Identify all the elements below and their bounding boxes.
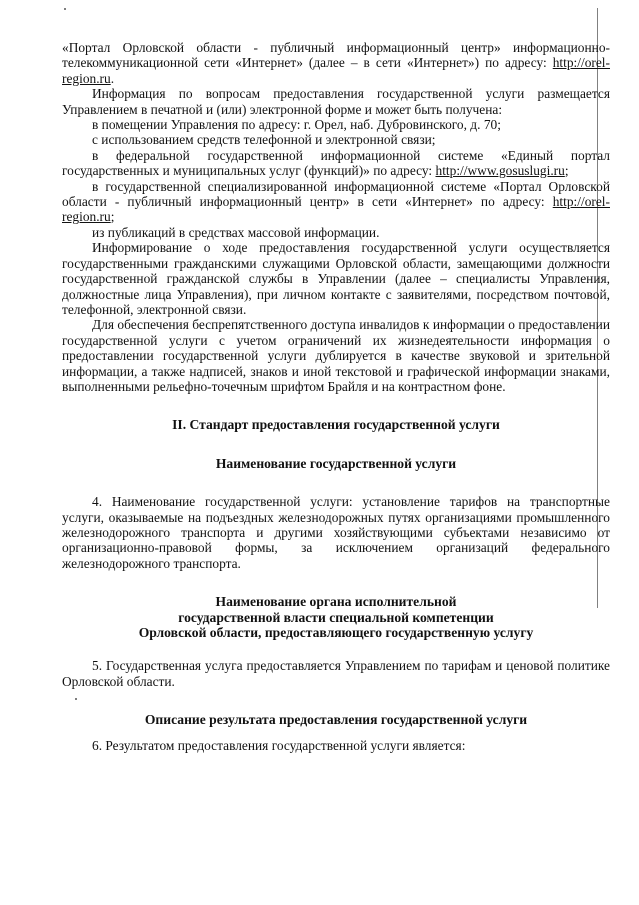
paragraph-gosuslugi: в федеральной государственной информационной системе «Единый портал государственных и муниципальных услуг (функций)» по адресу: http://www.gosuslugi.ru; [62, 147, 610, 179]
orel-region-link[interactable]: http://orel-region.ru [62, 194, 610, 225]
heading-authority-line3: Орловской области, предоставляющего государственную услугу [138, 625, 534, 640]
paragraph-office-address: в помещении Управления по адресу: г. Орел, наб. Дубровинского, д. 70; [92, 117, 501, 133]
orel-region-link[interactable]: http://orel-region.ru [62, 55, 610, 86]
document-body [62, 40, 610, 753]
heading-authority-line1: Наименование органа исполнительной [215, 594, 457, 610]
paragraph-service-name: 4. Наименование государственной услуги: установление тарифов на транспортные услуги, оказываемые на подъездных железнодорожных путях организациями промышленного железнодорожного транспорта и другими хозяйствующими субъектами независимо от организационно-правовой формы, за исключением организаций федерального железнодорожного транспорта. [62, 494, 610, 571]
heading-authority-line2: государственной власти специальной компетенции [178, 609, 494, 625]
section-heading: II. Стандарт предоставления государственной услуги [172, 417, 500, 433]
gosuslugi-link[interactable]: http://www.gosuslugi.ru [435, 163, 565, 179]
paragraph-accessibility: Для обеспечения беспрепятственного доступа инвалидов к информации о предоставлении государственной услуги с учетом ограничений их жизнедеятельности информация о предоставлении государственной услуги дублируется в качестве звуковой и зрительной информации, а также надписей, знаков и иной текстовой и графической информации знаками, выполненными рельефно-точечным шрифтом Брайля и на контрастном фоне. [62, 317, 610, 394]
paragraph-authority: 5. Государственная услуга предоставляется Управлением по тарифам и ценовой политике Орловской области. [62, 658, 610, 689]
paragraph-regional-portal: в государственной специализированной информационной системе «Портал Орловской области - публичный информационный центр» в сети «Интернет» по адресу: http://orel-region.ru; [62, 178, 610, 225]
heading-result: Описание результата предоставления государственной услуги [144, 712, 528, 728]
paragraph-info-placement: Информация по вопросам предоставления государственной услуги размещается Управлением в печатной и (или) электронной форме и может быть получена: [62, 86, 610, 117]
paragraph-media: из публикаций в средствах массовой информации. [92, 224, 380, 240]
paragraph-result: 6. Результатом предоставления государственной услуги является: [92, 737, 466, 753]
paragraph-informing: Информирование о ходе предоставления государственной услуги осуществляется государственными гражданскими служащими Орловской области, замещающими должности государственной гражданской службы в Управлении (далее – специалисты Управления, должностные лица Управления), при личном контакте с заявителями, посредством почтовой, телефонной, электронной связи. [62, 240, 610, 317]
paragraph-phone-email: с использованием средств телефонной и электронной связи; [92, 132, 436, 148]
heading-service-name: Наименование государственной услуги [215, 455, 457, 471]
scan-speck [64, 8, 66, 10]
paragraph-portal-address: «Портал Орловской области - публичный информационный центр» информационно-телекоммуникационной сети «Интернет» (далее – в сети «Интернет») по адресу: http://orel-region.ru. [62, 40, 610, 86]
